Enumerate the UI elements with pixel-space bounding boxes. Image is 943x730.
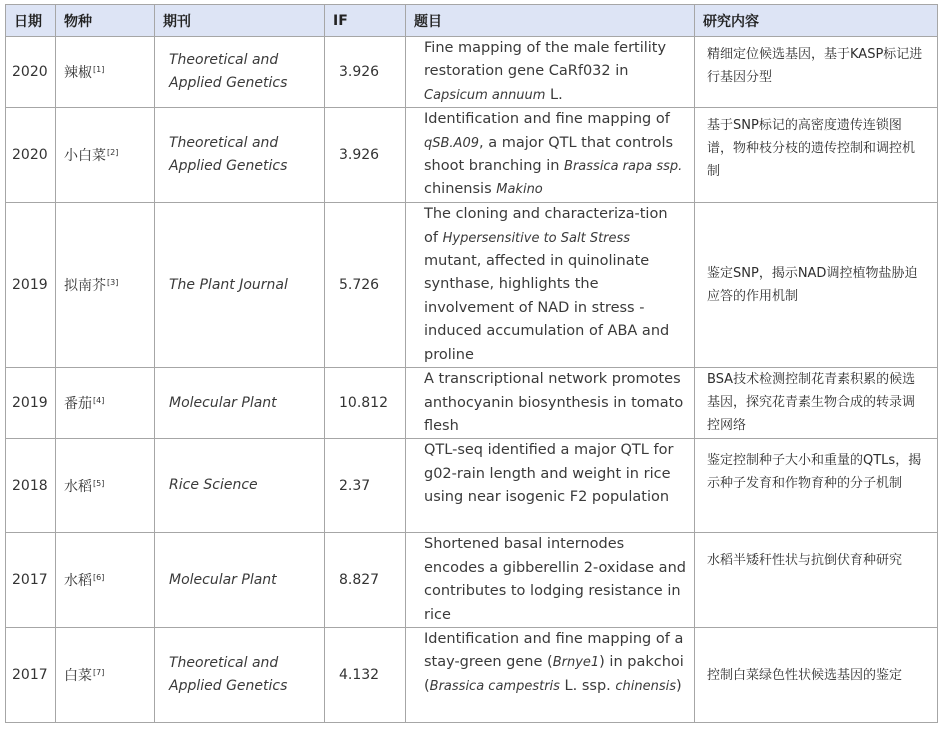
- year-cell: 2020: [6, 108, 56, 203]
- journal-name-line: Applied Genetics: [169, 75, 288, 92]
- title-cell: [406, 533, 695, 628]
- title-text: A transcriptional network promotes anthocyanin biosynthesis in tomato flesh: [424, 371, 684, 435]
- species-cell: [56, 37, 155, 108]
- table-row: [6, 203, 938, 368]
- species-cell: [56, 108, 155, 203]
- title-cell: [406, 37, 695, 108]
- title-italic: chinensis: [615, 678, 677, 694]
- year-cell: 2019: [6, 203, 56, 368]
- header-journal: 期刊: [155, 5, 325, 37]
- content-cell: 基于SNP标记的高密度遗传连锁图谱，物种枝分枝的遗传控制和调控机制: [695, 108, 938, 203]
- journal-name-line: Applied Genetics: [169, 158, 288, 175]
- journal-name-line: Rice Science: [169, 477, 258, 494]
- reference-marker: [5]: [93, 478, 105, 488]
- header-species: 物种: [56, 5, 155, 37]
- species-cell: [56, 628, 155, 723]
- header-content: 研究内容: [695, 5, 938, 37]
- journal-cell: [155, 368, 325, 439]
- journal-name-line: Theoretical and: [169, 52, 279, 69]
- table-row: [6, 628, 938, 723]
- reference-marker: [3]: [107, 278, 119, 288]
- reference-marker: [4]: [93, 396, 105, 406]
- table-row: [6, 108, 938, 203]
- journal-name-line: The Plant Journal: [169, 276, 288, 293]
- header-if: IF: [325, 5, 406, 37]
- title-text: , a major QTL that controls shoot branching in: [424, 134, 674, 175]
- year-cell: 2017: [6, 628, 56, 723]
- impact-factor-cell: 5.726: [325, 203, 406, 368]
- species-name: 白菜: [64, 668, 92, 685]
- species-cell: [56, 368, 155, 439]
- journal-cell: [155, 108, 325, 203]
- impact-factor-cell: 3.926: [325, 108, 406, 203]
- title-text: Identification and fine mapping of: [424, 111, 670, 128]
- title-text: ) in pakchoi (: [424, 654, 684, 694]
- title-italic: Brassica campestris: [429, 678, 560, 694]
- table-row: [6, 533, 938, 628]
- species-cell: [56, 533, 155, 628]
- journal-cell: [155, 203, 325, 368]
- title-text: Shortened basal internodes encodes a gibberellin 2-oxidase and contributes to lodging resistance in rice: [424, 536, 686, 623]
- title-cell: [406, 628, 695, 723]
- title-italic: Hypersensitive to Salt Stress: [442, 230, 631, 246]
- impact-factor-cell: 8.827: [325, 533, 406, 628]
- title-italic: Makino: [496, 182, 543, 198]
- content-cell: 鉴定控制种子大小和重量的QTLs，揭示种子发育和作物育种的分子机制: [695, 439, 938, 533]
- impact-factor-cell: 4.132: [325, 628, 406, 723]
- header-date: 日期: [6, 5, 56, 37]
- title-italic: Brnye1: [552, 655, 600, 671]
- title-cell: [406, 203, 695, 368]
- species-name: 拟南芥: [64, 278, 106, 295]
- content-cell: 鉴定SNP，揭示NAD调控植物盐胁迫应答的作用机制: [695, 203, 938, 368]
- title-italic: Brassica rapa ssp.: [564, 159, 683, 175]
- reference-marker: [1]: [93, 65, 105, 75]
- impact-factor-cell: 10.812: [325, 368, 406, 439]
- title-cell: [406, 108, 695, 203]
- title-text: chinensis: [424, 181, 497, 198]
- table-row: [6, 439, 938, 533]
- species-name: 辣椒: [64, 65, 92, 82]
- research-table: [5, 4, 938, 723]
- journal-cell: [155, 533, 325, 628]
- species-name: 小白菜: [64, 148, 106, 165]
- year-cell: 2017: [6, 533, 56, 628]
- journal-name-line: Theoretical and: [169, 655, 279, 672]
- journal-name-line: Molecular Plant: [169, 571, 277, 588]
- impact-factor-cell: 3.926: [325, 37, 406, 108]
- title-text: Identification and fine mapping of a stay-green gene (: [424, 631, 684, 671]
- content-cell: 控制白菜绿色性状候选基因的鉴定: [695, 628, 938, 723]
- reference-marker: [2]: [107, 148, 119, 158]
- title-text: mutant, affected in quinolinate synthase, highlights the involvement of NAD in stress - induced accumulation of ABA and proline: [424, 253, 670, 363]
- title-text: Fine mapping of the male fertility restoration gene CaRf032 in: [424, 40, 667, 80]
- year-cell: 2020: [6, 37, 56, 108]
- year-cell: 2019: [6, 368, 56, 439]
- header-title: 题目: [406, 5, 695, 37]
- species-name: 番茄: [64, 396, 92, 413]
- title-cell: [406, 439, 695, 533]
- table-row: [6, 368, 938, 439]
- impact-factor-cell: 2.37: [325, 439, 406, 533]
- title-text: L.: [545, 86, 563, 103]
- journal-cell: [155, 37, 325, 108]
- title-italic: Capsicum annuum: [424, 87, 546, 103]
- title-italic: qSB.A09: [424, 135, 479, 151]
- title-text: QTL-seq identified a major QTL for g02-rain length and weight in rice using near isogenic F2 population: [424, 442, 674, 506]
- content-cell: BSA技术检测控制花青素积累的候选基因，探究花青素生物合成的转录调控网络: [695, 368, 938, 439]
- journal-name-line: Theoretical and: [169, 135, 279, 152]
- title-text: L. ssp.: [559, 677, 616, 694]
- reference-marker: [6]: [93, 573, 105, 583]
- title-cell: [406, 368, 695, 439]
- reference-marker: [7]: [93, 668, 105, 678]
- journal-name-line: Applied Genetics: [169, 678, 288, 695]
- species-cell: [56, 203, 155, 368]
- species-name: 水稻: [64, 478, 92, 495]
- journal-cell: [155, 439, 325, 533]
- content-cell: 水稻半矮秆性状与抗倒伏育种研究: [695, 533, 938, 628]
- journal-name-line: Molecular Plant: [169, 394, 277, 411]
- journal-cell: [155, 628, 325, 723]
- table-row: [6, 37, 938, 108]
- species-cell: [56, 439, 155, 533]
- year-cell: 2018: [6, 439, 56, 533]
- content-cell: 精细定位候选基因，基于KASP标记进行基因分型: [695, 37, 938, 108]
- title-text: The cloning and characteriza-tion of: [424, 206, 668, 246]
- header-row: [6, 5, 938, 37]
- species-name: 水稻: [64, 573, 92, 590]
- title-text: ): [676, 677, 682, 694]
